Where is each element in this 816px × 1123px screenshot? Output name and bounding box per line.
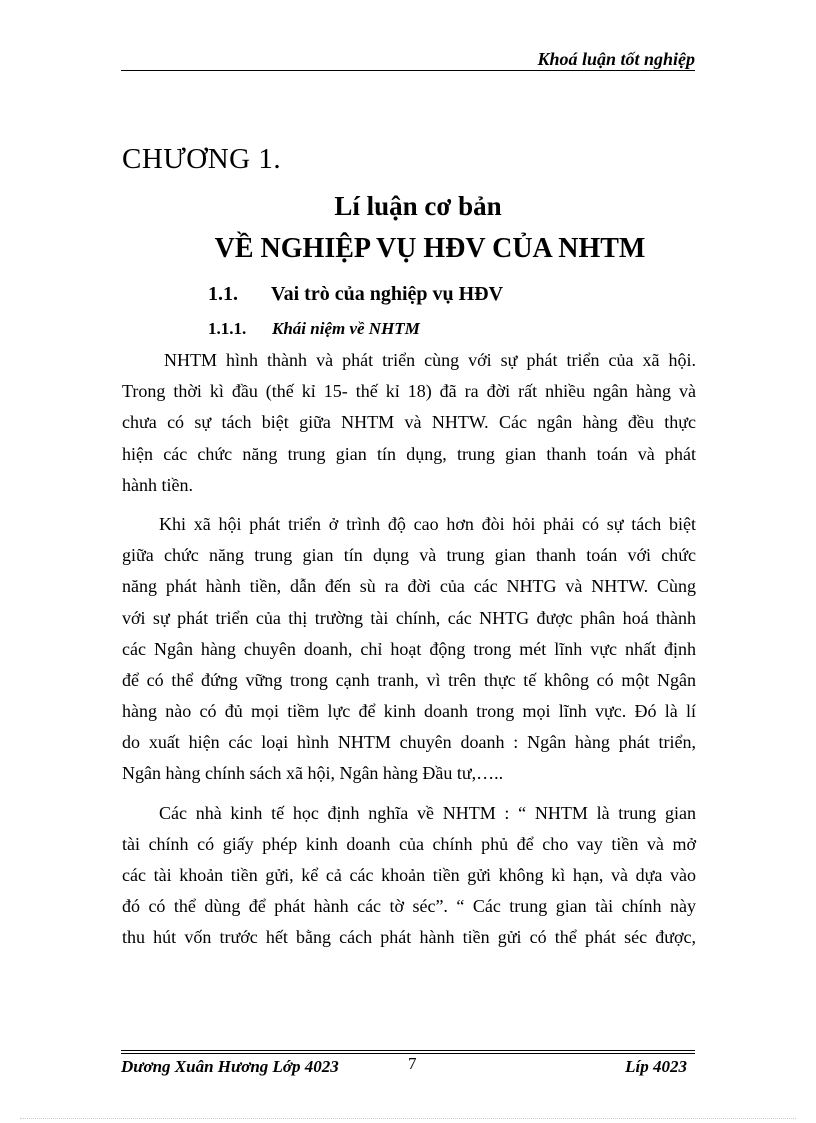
paragraph-line: do xuất hiện các loại hình NHTM chuyên doanh : Ngân hàng phát triển, [122, 732, 696, 753]
paragraph-line: thu hút vốn trước hết bằng cách phát hành tiền gửi có thể phát séc được, [122, 927, 696, 948]
paragraph-line: hiện các chức năng trung gian tín dụng, trung gian thanh toán và phát [122, 443, 696, 464]
paragraph-line: năng phát hành tiền, dẫn đến sù ra đời của các NHTG và NHTW. Cùng [122, 576, 696, 597]
paragraph-line: với sự phát triển của thị trường tài chính, các NHTG được phân hoá thành [122, 607, 696, 628]
paragraph-line: để có thể đứng vững trong cạnh tranh, vì trên thực tế không có một Ngân [122, 669, 696, 690]
subsection-title: Khái niệm về NHTM [272, 319, 420, 338]
section-title: Vai trò của nghiệp vụ HĐV [271, 283, 504, 305]
body-text [122, 345, 696, 954]
footer-author-class: Dương Xuân Hương Lớp 4023 [121, 1057, 339, 1076]
footer-rule [121, 1050, 695, 1051]
paragraph-line: chưa có sự tách biệt giữa NHTM và NHTW. Các ngân hàng đều thực [122, 412, 696, 433]
subsection-number: 1.1.1. [208, 319, 247, 338]
header-rule [121, 70, 695, 71]
paragraph-line: giữa chức năng trung gian tín dụng và trung gian thanh toán với chức [122, 545, 696, 566]
paragraph-line: Khi xã hội phát triển ở trình độ cao hơn đòi hỏi phải có sự tách biệt [159, 513, 696, 534]
section-number: 1.1. [208, 283, 238, 305]
paragraph-line: tài chính có giấy phép kinh doanh của chính phủ để cho vay tiền và mở [122, 833, 696, 854]
paragraph-3 [122, 798, 696, 954]
paragraph-line: Ngân hàng chính sách xã hội, Ngân hàng Đầu tư,….. [122, 763, 504, 784]
paragraph-2 [122, 509, 696, 790]
header-title: Khoá luận tốt nghiệp [537, 49, 695, 69]
page-number: 7 [408, 1054, 417, 1073]
chapter-title-line1: Lí luận cơ bản [334, 191, 502, 221]
paragraph-line: NHTM hình thành và phát triển cùng với sự phát triển của xã hội. [164, 350, 696, 370]
page-bottom-border [20, 1118, 796, 1119]
chapter-label: CHƯƠNG 1. [122, 143, 282, 175]
paragraph-line: các tài khoản tiền gửi, kể cả các khoản tiền gửi không kì hạn, và dựa vào [122, 865, 696, 885]
chapter-title-line2: VỀ NGHIỆP VỤ HĐV CỦA NHTM [214, 233, 646, 264]
paragraph-line: đó có thể dùng để phát hành các tờ séc”. “ Các trung gian tài chính này [122, 896, 696, 917]
paragraph-line: các Ngân hàng chuyên doanh, chỉ hoạt động trong mét lĩnh vực nhất định [122, 638, 696, 659]
paragraph-line: Các nhà kinh tế học định nghĩa về NHTM : “ NHTM là trung gian [159, 802, 696, 823]
paragraph-line: hàng nào có đủ mọi tiềm lực để kinh doanh trong mọi lĩnh vực. Đó là lí [122, 701, 696, 722]
paragraph-line: hành tiền. [122, 474, 193, 495]
paragraph-1 [122, 345, 696, 501]
footer-class: Líp 4023 [625, 1057, 687, 1076]
paragraph-line: Trong thời kì đầu (thế kỉ 15- thế kỉ 18) đã ra đời rất nhiều ngân hàng và [122, 381, 696, 402]
